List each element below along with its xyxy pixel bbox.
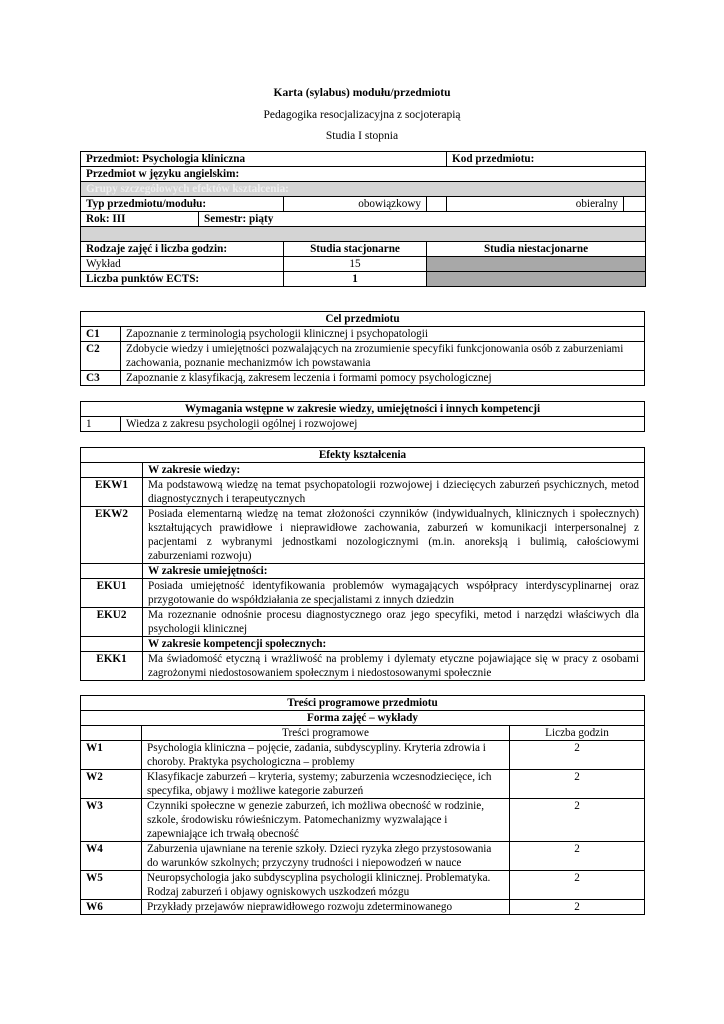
content-text: Czynniki społeczne w genezie zaburzeń, ich możliwa obecność w rodzinie, szkole, środowisku rówieśniczym. Patomechanizmy wyzwalające i zapewniające ich trwałą obecność — [142, 799, 510, 842]
part-time-header: Studia niestacjonarne — [427, 242, 646, 257]
outcome-code: EKW2 — [81, 507, 143, 564]
knowledge-section-header: W zakresie wiedzy: — [143, 463, 645, 478]
objectives-title: Cel przedmiotu — [81, 312, 645, 327]
content-code: W6 — [81, 900, 142, 915]
outcome-text: Ma świadomość etyczną i wrażliwość na problemy i dylematy etyczne pojawiające się w pracy z osobami zagrożonymi niedostosowaniem społecznym i niedostosowanymi społecznie — [143, 652, 645, 681]
content-form: Forma zajęć – wykłady — [81, 711, 645, 726]
content-column-header: Treści programowe — [142, 726, 510, 741]
objective-code: C3 — [81, 371, 121, 386]
full-time-header: Studia stacjonarne — [284, 242, 427, 257]
content-hours: 2 — [510, 799, 645, 842]
content-code: W3 — [81, 799, 142, 842]
skills-section-header: W zakresie umiejętności: — [143, 564, 645, 579]
outcomes-title: Efekty kształcenia — [81, 448, 645, 463]
ects-value: 1 — [284, 272, 427, 287]
mandatory-option: obowiązkowy — [284, 197, 427, 212]
content-hours: 2 — [510, 842, 645, 871]
content-hours: 2 — [510, 900, 645, 915]
study-level: Studia I stopnia — [325, 130, 399, 142]
document-title: Karta (sylabus) modułu/przedmiotu — [273, 87, 451, 99]
empty-cell — [81, 726, 142, 741]
objective-text: Zdobycie wiedzy i umiejętności pozwalających na zrozumienie specyfiki funkcjonowania osób z zaburzeniami zachowania, poznanie mechanizmów ich powstawania — [121, 342, 645, 371]
content-hours: 2 — [510, 770, 645, 799]
empty-cell — [81, 637, 143, 652]
elective-option: obieralny — [447, 197, 624, 212]
gray-divider — [81, 227, 646, 242]
content-code: W2 — [81, 770, 142, 799]
course-info-table — [80, 151, 646, 287]
semester-label: Semestr: piąty — [199, 212, 646, 227]
course-name: Przedmiot: Psychologia kliniczna — [81, 152, 447, 167]
content-text: Przykłady przejawów nieprawidłowego rozwoju zdeterminowanego — [142, 900, 510, 915]
lecture-hours-full-time: 15 — [284, 257, 427, 272]
course-content-table — [80, 695, 645, 915]
content-text: Zaburzenia ujawniane na terenie szkoły. Dzieci ryzyka złego przystosowania do warunków szkolnych; przyczyny trudności i niepowodzeń w nauce — [142, 842, 510, 871]
effect-groups-label: Grupy szczegółowych efektów kształcenia: — [81, 182, 646, 197]
elective-checkbox — [624, 197, 646, 212]
content-hours: 2 — [510, 741, 645, 770]
lecture-hours-part-time — [427, 257, 646, 272]
class-types-label: Rodzaje zajęć i liczba godzin: — [81, 242, 284, 257]
outcome-text: Ma rozeznanie odnośnie procesu diagnostycznego oraz jego specyfiki, metod i narzędzi właściwych dla psychologii klinicznej — [143, 608, 645, 637]
outcome-text: Posiada umiejętność identyfikowania problemów wymagających współpracy interdyscyplinarnej oraz przygotowanie do współdziałania ze specjalistami z innych dziedzin — [143, 579, 645, 608]
objective-text: Zapoznanie z terminologią psychologii klinicznej i psychopatologii — [121, 327, 645, 342]
objective-code: C1 — [81, 327, 121, 342]
year-label: Rok: III — [81, 212, 199, 227]
prerequisites-table — [80, 401, 645, 432]
empty-cell — [81, 564, 143, 579]
ects-part-time — [427, 272, 646, 287]
prerequisite-code: 1 — [81, 417, 121, 432]
course-code-label: Kod przedmiotu: — [447, 152, 646, 167]
prerequisites-title: Wymagania wstępne w zakresie wiedzy, umiejętności i innych kompetencji — [81, 402, 645, 417]
course-type-label: Typ przedmiotu/modułu: — [81, 197, 284, 212]
prerequisite-text: Wiedza z zakresu psychologii ogólnej i rozwojowej — [121, 417, 645, 432]
objective-code: C2 — [81, 342, 121, 371]
ects-label: Liczba punktów ECTS: — [81, 272, 284, 287]
outcome-code: EKU2 — [81, 608, 143, 637]
content-text: Klasyfikacje zaburzeń – kryteria, systemy; zaburzenia wczesnodziecięce, ich specyfika, objawy i możliwe kategorie zaburzeń — [142, 770, 510, 799]
hours-column-header: Liczba godzin — [510, 726, 645, 741]
learning-outcomes-table — [80, 447, 645, 681]
content-title: Treści programowe przedmiotu — [81, 696, 645, 711]
program-name: Pedagogika resocjalizacyjna z socjoterapią — [263, 109, 461, 121]
outcome-code: EKU1 — [81, 579, 143, 608]
outcome-text: Ma podstawową wiedzę na temat psychopatologii rozwojowej i dziecięcych zaburzeń psychicznych, metod diagnostycznych i terapeutycznych — [143, 478, 645, 507]
content-code: W4 — [81, 842, 142, 871]
content-code: W5 — [81, 871, 142, 900]
content-code: W1 — [81, 741, 142, 770]
english-name-label: Przedmiot w języku angielskim: — [81, 167, 646, 182]
objective-text: Zapoznanie z klasyfikacją, zakresem leczenia i formami pomocy psychologicznej — [121, 371, 645, 386]
competences-section-header: W zakresie kompetencji społecznych: — [143, 637, 645, 652]
content-text: Psychologia kliniczna – pojęcie, zadania, subdyscypliny. Kryteria zdrowia i choroby. Praktyka psychologiczna – problemy — [142, 741, 510, 770]
empty-cell — [81, 463, 143, 478]
outcome-text: Posiada elementarną wiedzę na temat złożoności czynników (indywidualnych, klinicznych i społecznych) kształtujących prawidłowe i nieprawidłowe zachowania, zaburzeń w komunikacji interpersonalnej z pacjentami z wybranymi jednostkami nozologicznymi (m.in. anoreksją i bulimią, całościowymi zaburzeniami rozwoju) — [143, 507, 645, 564]
course-objectives-table — [80, 311, 645, 386]
mandatory-checkbox — [427, 197, 447, 212]
content-text: Neuropsychologia jako subdyscyplina psychologii klinicznej. Problematyka. Rodzaj zaburzeń i objawy ogniskowych uszkodzeń mózgu — [142, 871, 510, 900]
content-hours: 2 — [510, 871, 645, 900]
outcome-code: EKK1 — [81, 652, 143, 681]
outcome-code: EKW1 — [81, 478, 143, 507]
lecture-label: Wykład — [81, 257, 284, 272]
